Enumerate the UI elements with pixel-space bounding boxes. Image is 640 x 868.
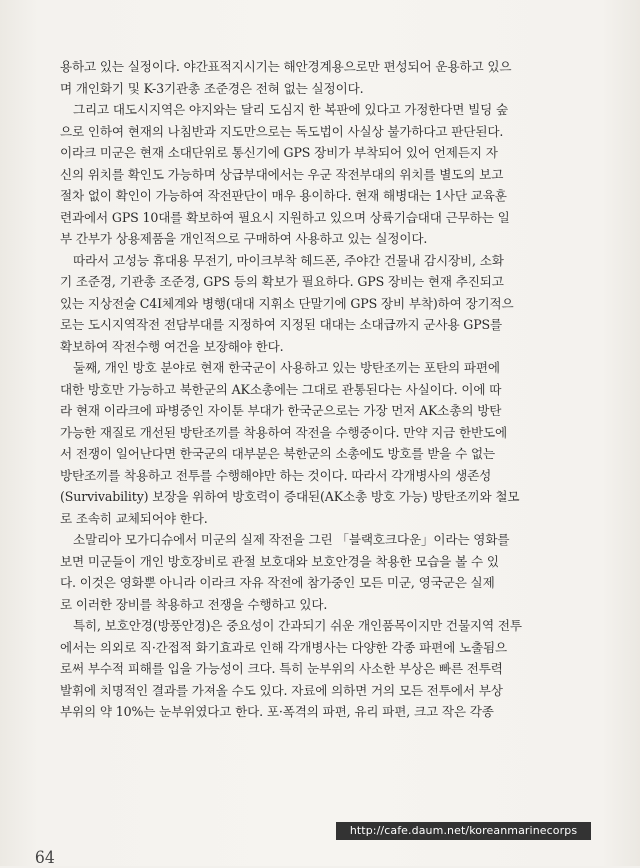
- text-line: 라 현재 이라크에 파병중인 자이툰 부대가 한국군으로는 가장 먼저 AK소총의 방탄: [60, 403, 502, 418]
- text-line: 에서는 의외로 직·간접적 화기효과로 인해 각개병사는 다양한 각종 파편에 노출됨으: [60, 639, 508, 655]
- watermark-url: http://cafe.daum.net/koreanmarinecorps: [336, 822, 591, 840]
- text-line: 로는 도시지역작전 전담부대를 지정하여 지정된 대대는 소대급까지 군사용 GPS를: [60, 317, 503, 332]
- text-line: 로 조속히 교체되어야 한다.: [60, 510, 208, 526]
- text-line: 있는 지상전술 C4I체계와 병행(대대 지휘소 단말기에 GPS 장비 부착)하여 장기적으: [60, 295, 514, 311]
- text-line: 확보하여 작전수행 여건을 보장해야 한다.: [60, 338, 284, 354]
- text-line: 용하고 있는 실정이다. 야간표적지시기는 해안경계용으로만 편성되어 운용하고 있으: [60, 59, 512, 74]
- text-line: 며 개인화기 및 K-3기관총 조준경은 전혀 없는 실정이다.: [60, 80, 364, 96]
- text-line: 보면 미군들이 개인 방호장비로 관절 보호대와 보호안경을 착용한 모습을 볼 수 있: [60, 553, 499, 569]
- text-line: 로 이러한 장비를 착용하고 전쟁을 수행하고 있다.: [60, 596, 328, 612]
- page-number: 64: [34, 848, 55, 868]
- text-line: 그리고 대도시지역은 야지와는 달리 도심지 한 복판에 있다고 가정한다면 빌딩 숲: [73, 102, 509, 117]
- text-line: 가능한 재질로 개선된 방탄조끼를 착용하여 작전을 수행중이다. 만약 지금 한반도에: [60, 424, 508, 440]
- body-text: [60, 56, 590, 723]
- text-line: 절차 없이 확인이 가능하여 작전판단이 매우 용이하다. 현재 해병대는 1사단 교육훈: [60, 188, 507, 203]
- text-line: 발휘에 치명적인 결과를 가져올 수도 있다. 자료에 의하면 거의 모든 전투에서 부상: [60, 682, 503, 698]
- text-line: 대한 방호만 가능하고 북한군의 AK소총에는 그대로 관통된다는 사실이다. 이에 따: [60, 381, 502, 397]
- text-line: 다. 이것은 영화뿐 아니라 이라크 자유 작전에 참가중인 모든 미군, 영국군은 실제: [60, 575, 495, 590]
- text-line: 이라크 미군은 현재 소대단위로 통신기에 GPS 장비가 부착되어 있어 언제든지 자: [60, 145, 498, 160]
- text-line: 부 간부가 상용제품을 개인적으로 구매하여 사용하고 있는 실정이다.: [60, 231, 428, 246]
- text-line: 으로 인하여 현재의 나침반과 지도만으로는 독도법이 사실상 불가하다고 판단된다.: [60, 123, 504, 139]
- text-line: 부위의 약 10%는 눈부위였다고 한다. 포·폭격의 파편, 유리 파편, 크고 작은 각종: [60, 704, 494, 719]
- text-line: 로써 부수적 피해를 입을 가능성이 크다. 특히 눈부위의 사소한 부상은 빠른 전투력: [60, 661, 503, 676]
- text-line: 련과에서 GPS 10대를 확보하여 필요시 지원하고 있으며 상륙기습대대 근무하는 일: [60, 209, 510, 225]
- text-line: 신의 위치를 확인도 가능하며 상급부대에서는 우군 작전부대의 위치를 별도의 보고: [60, 166, 504, 182]
- text-line: 방탄조끼를 착용하고 전투를 수행해야만 하는 것이다. 따라서 각개병사의 생존성: [60, 467, 492, 483]
- text-line: 소말리아 모가디슈에서 미군의 실제 작전을 그린 「블랙호크다운」이라는 영화를: [73, 532, 510, 547]
- text-line: (Survivability) 보장을 위하여 방호력이 증대된(AK소총 방호 가능) 방탄조끼와 철모: [60, 489, 520, 504]
- text-line: 기 조준경, 기관총 조준경, GPS 등의 확보가 필요하다. GPS 장비는 현재 추진되고: [60, 274, 504, 289]
- text-line: 특히, 보호안경(방풍안경)은 중요성이 간과되기 쉬운 개인품목이지만 건물지역 전투: [73, 618, 522, 633]
- text-line: 서 전쟁이 일어난다면 한국군의 대부분은 북한군의 소총에도 방호를 받을 수 없는: [60, 446, 496, 461]
- text-line: 둘째, 개인 방호 분야로 현재 한국군이 사용하고 있는 방탄조끼는 포탄의 파편에: [73, 360, 500, 375]
- text-line: 따라서 고성능 휴대용 무전기, 마이크부착 헤드폰, 주야간 건물내 감시장비, 소화: [73, 252, 504, 268]
